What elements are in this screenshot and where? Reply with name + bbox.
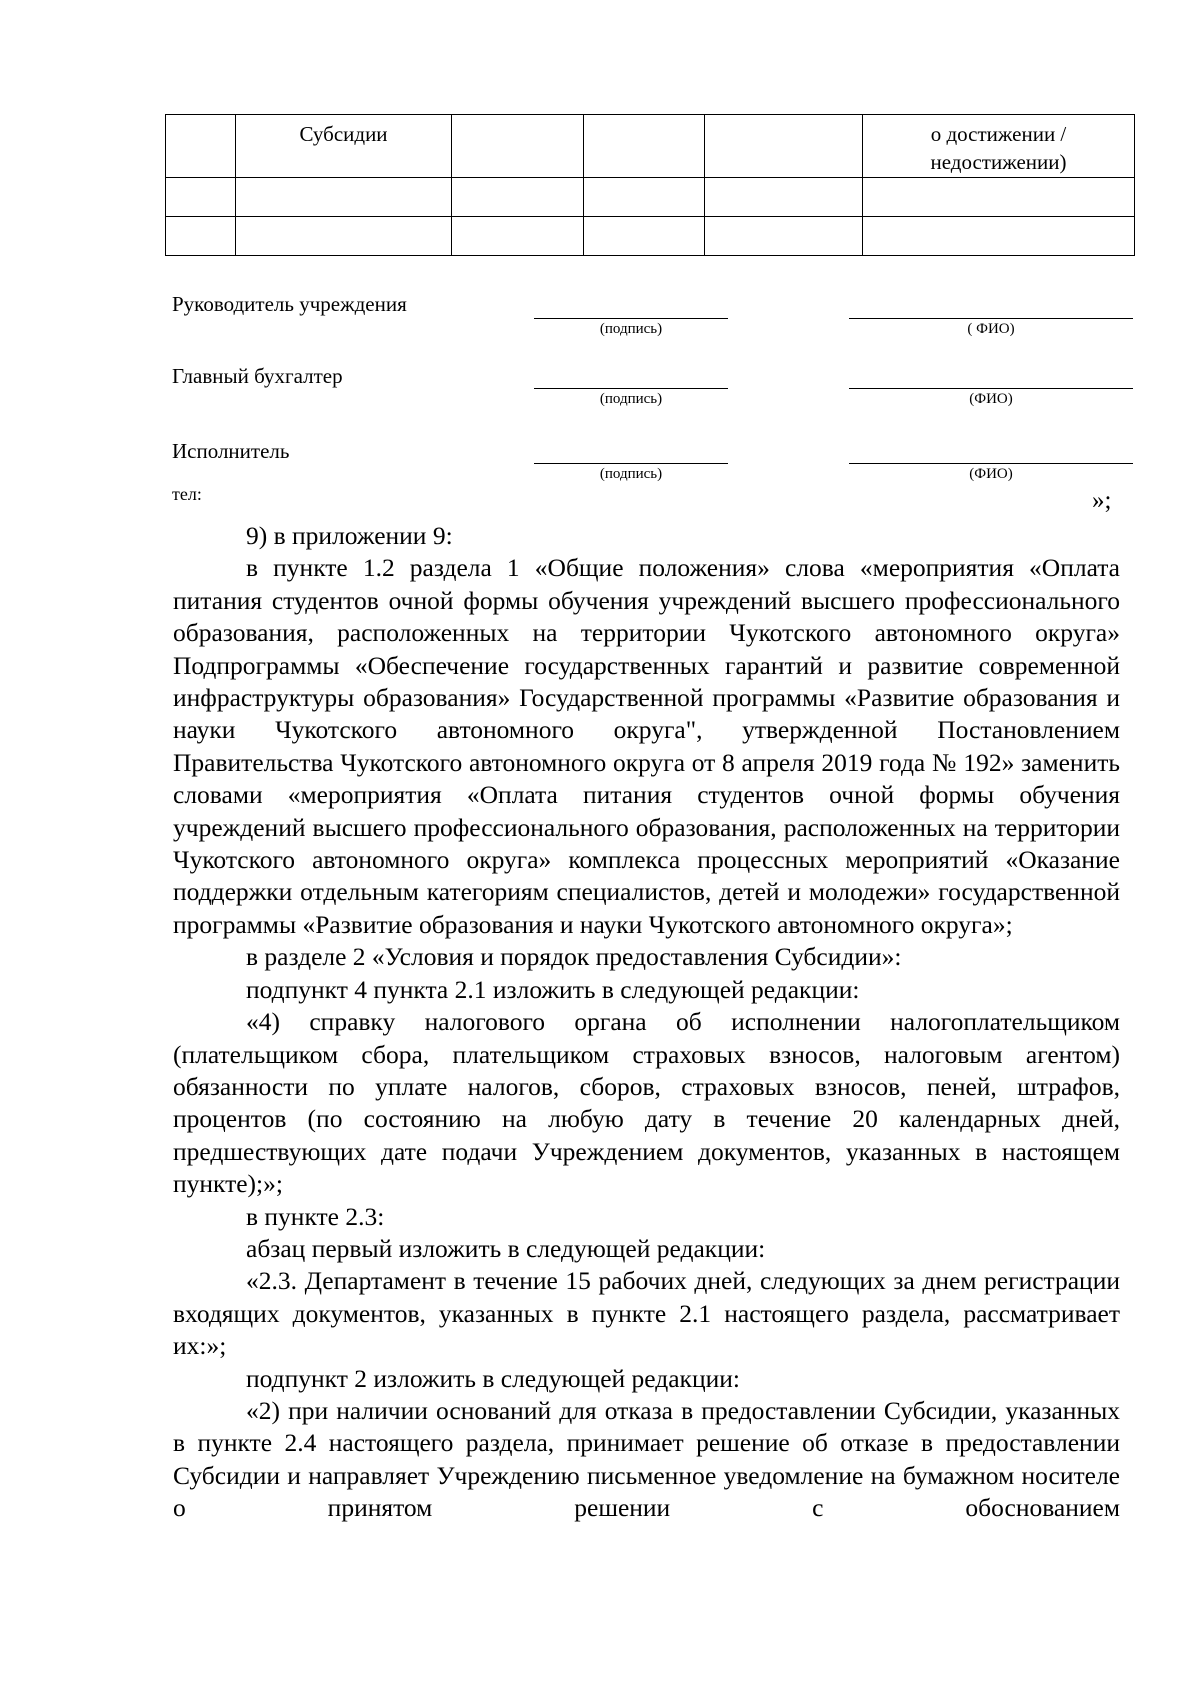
report-table [165,114,1135,256]
paragraph: абзац первый изложить в следующей редакции: [246,1233,766,1263]
table-cell [705,217,863,256]
table-cell [452,217,584,256]
paragraph: в пункте 2.3: [246,1201,385,1231]
paragraph: «2.3. Департамент в течение 15 рабочих дней, следующих за днем регистрации входящих документов, указанных в пункте 2.1 настоящего раздела, рассматривает их:»; [173,1266,1120,1361]
closing-quote: »; [1092,487,1112,514]
name-line [849,318,1133,319]
signature-line [534,318,728,319]
table-cell [236,217,452,256]
table-cell [452,115,584,178]
signature-role-label: Руководитель учреждения [172,292,407,316]
table-row [166,115,1135,178]
table-cell [166,115,236,178]
table-cell [166,178,236,217]
table-cell [584,217,705,256]
signature-caption: (подпись) [599,391,663,407]
table-cell [166,217,236,256]
paragraph: «2) при наличии оснований для отказа в предоставлении Субсидии, указанных в пункте 2.4 настоящего раздела, принимает решение об отказе в предоставлении Субсидии и направляет Учреждению письменное уведомление на бумажном носителе о принятом решении с обоснованием [173,1395,1120,1523]
table-cell [236,178,452,217]
table-cell [584,115,705,178]
paragraph: в разделе 2 «Условия и порядок предоставления Субсидии»: [246,942,902,972]
signature-line [534,388,728,389]
signature-role-label: Исполнитель [172,439,290,463]
name-caption: (ФИО) [969,466,1013,482]
table-row [166,178,1135,217]
paragraph: подпункт 4 пункта 2.1 изложить в следующей редакции: [246,974,860,1004]
signature-line [534,463,728,464]
paragraph: 9) в приложении 9: [246,521,453,550]
document-body [173,520,1120,1525]
paragraph: подпункт 2 изложить в следующей редакции: [246,1363,740,1393]
paragraph: в пункте 1.2 раздела 1 «Общие положения» слова «мероприятия «Оплата питания студентов очной формы обучения учреждений высшего профессионального образования, расположенных на территории Чукотского автономного округа» Подпрограммы «Обеспечение государственных гарантий и развитие современной инфраструктуры образования» Государственной программы «Развитие образования и науки Чукотского автономного округа", утвержденной Постановлением Правительства Чукотского автономного округа от 8 апреля 2019 года № 192» заменить словами «мероприятия «Оплата питания студентов очной формы обучения учреждений высшего профессионального образования, расположенных на территории Чукотского автономного округа» комплекса процессных мероприятий «Оказание поддержки отдельным категориям специалистов, детей и молодежи» государственной программы «Развитие образования и науки Чукотского автономного округа»; [173,553,1120,939]
table-cell [705,115,863,178]
name-caption: (ФИО) [969,391,1013,407]
table-cell [863,217,1135,256]
signature-caption: (подпись) [599,321,663,337]
table-cell [584,178,705,217]
phone-label: тел: [172,484,202,504]
table-row [166,217,1135,256]
signature-caption: (подпись) [599,466,663,482]
table-cell: о достижении / недостижении) [863,115,1135,178]
table-cell: Субсидии [236,115,452,178]
name-line [849,463,1133,464]
table-cell [452,178,584,217]
table-cell [705,178,863,217]
name-line [849,388,1133,389]
signature-role-label: Главный бухгалтер [172,364,343,388]
name-caption: ( ФИО) [967,321,1015,337]
table-cell [863,178,1135,217]
paragraph: «4) справку налогового органа об исполнении налогоплательщиком (плательщиком сбора, плательщиком страховых взносов, налоговым агентом) обязанности по уплате налогов, сборов, страховых взносов, пеней, штрафов, процентов (по состоянию на любую дату в течение 20 календарных дней, предшествующих дате подачи Учреждением документов, указанных в настоящем пункте);»; [173,1007,1120,1199]
